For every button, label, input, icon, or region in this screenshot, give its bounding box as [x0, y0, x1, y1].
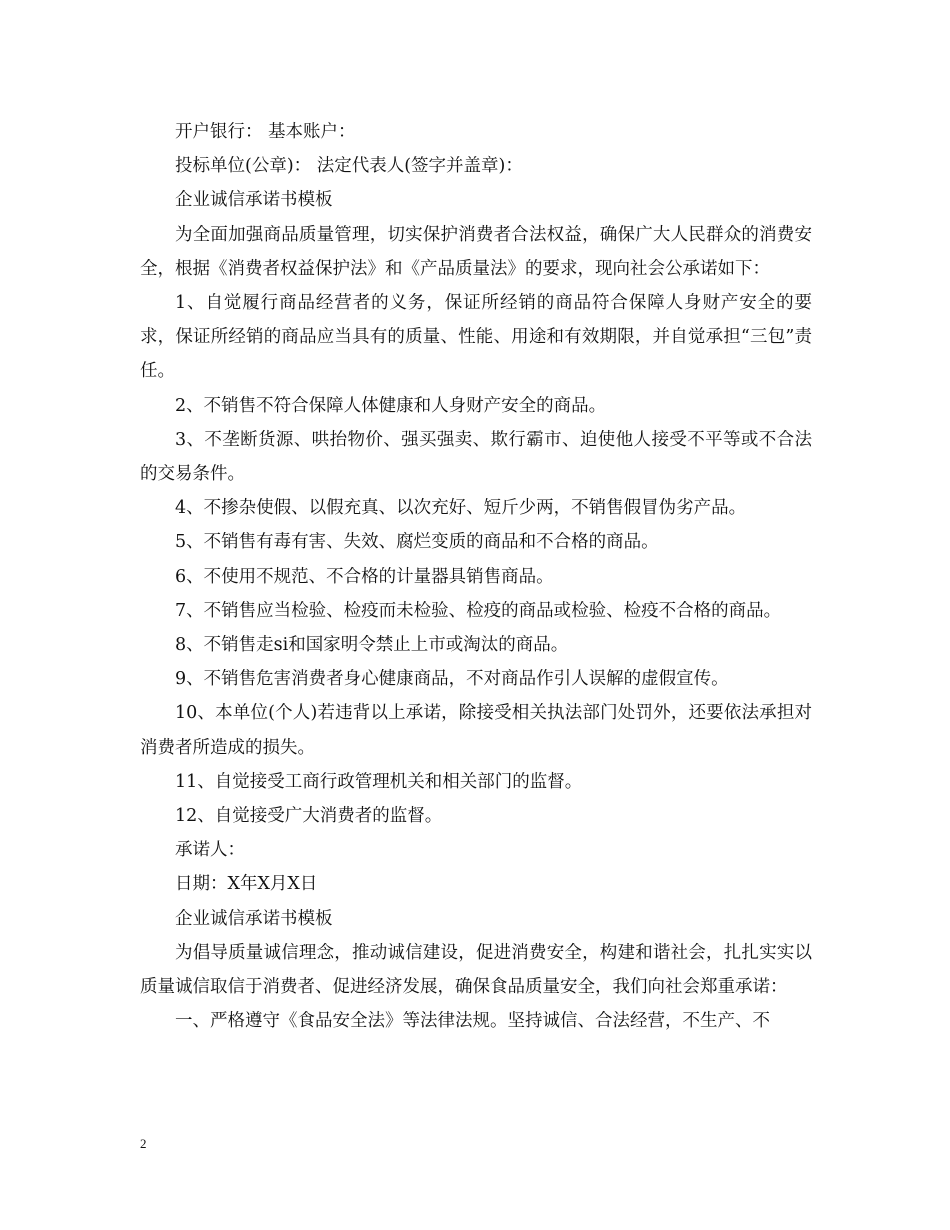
pledge-clause-1: 一、严格遵守《食品安全法》等法律法规。坚持诚信、合法经营，不生产、不	[175, 1011, 770, 1032]
section-title: 企业诚信承诺书模板	[175, 190, 333, 211]
pledge-item-3: 3、不垄断货源、哄抬物价、强买强卖、欺行霸市、迫使他人接受不平等或不合法的交易条件。	[140, 429, 812, 485]
pledge-item-10: 10、本单位(个人)若违背以上承诺，除接受相关执法部门处罚外，还要依法承担对消费者所造成的损失。	[140, 703, 812, 758]
intro-paragraph-2: 为倡导质量诚信理念，推动诚信建设，促进消费安全，构建和谐社会，扎扎实实以质量诚信取信于消费者、促进经济发展，确保食品质量安全，我们向社会郑重承诺：	[140, 942, 812, 998]
pledge-item-11: 11、自觉接受工商行政管理机关和相关部门的监督。	[175, 771, 583, 792]
pledge-item-4: 4、不掺杂使假、以假充真、以次充好、短斤少两，不销售假冒伪劣产品。	[175, 498, 747, 519]
pledger-line: 承诺人：	[175, 840, 245, 861]
pledge-item-9: 9、不销售危害消费者身心健康商品，不对商品作引人误解的虚假宣传。	[175, 669, 729, 690]
pledge-item-6: 6、不使用不规范、不合格的计量器具销售商品。	[175, 566, 554, 587]
bank-account-line: 开户银行： 基本账户：	[175, 122, 356, 142]
pledge-item-8: 8、不销售走si和国家明令禁止上市或淘汰的商品。	[175, 635, 569, 656]
bidder-signature-line: 投标单位(公章)： 法定代表人(签字并盖章)：	[175, 156, 523, 177]
page-number: 2	[140, 1136, 147, 1151]
pledge-item-12: 12、自觉接受广大消费者的监督。	[175, 806, 443, 827]
date-line: 日期：X年X月X日	[175, 874, 318, 895]
intro-paragraph: 为全面加强商品质量管理，切实保护消费者合法权益，确保广大人民群众的消费安全，根据《消费者权益保护法》和《产品质量法》的要求，现向社会公承诺如下：	[140, 224, 812, 279]
pledge-item-5: 5、不销售有毒有害、失效、腐烂变质的商品和不合格的商品。	[175, 532, 659, 553]
pledge-item-7: 7、不销售应当检验、检疫而未检验、检疫的商品或检验、检疫不合格的商品。	[175, 600, 782, 621]
section-title-2: 企业诚信承诺书模板	[175, 908, 333, 929]
pledge-item-1: 1、自觉履行商品经营者的义务，保证所经销的商品符合保障人身财产安全的要求，保证所经销的商品应当具有的质量、性能、用途和有效期限，并自觉承担“三包”责任。	[140, 293, 812, 382]
pledge-item-2: 2、不销售不符合保障人体健康和人身财产安全的商品。	[175, 395, 607, 416]
document-body	[140, 115, 812, 1038]
